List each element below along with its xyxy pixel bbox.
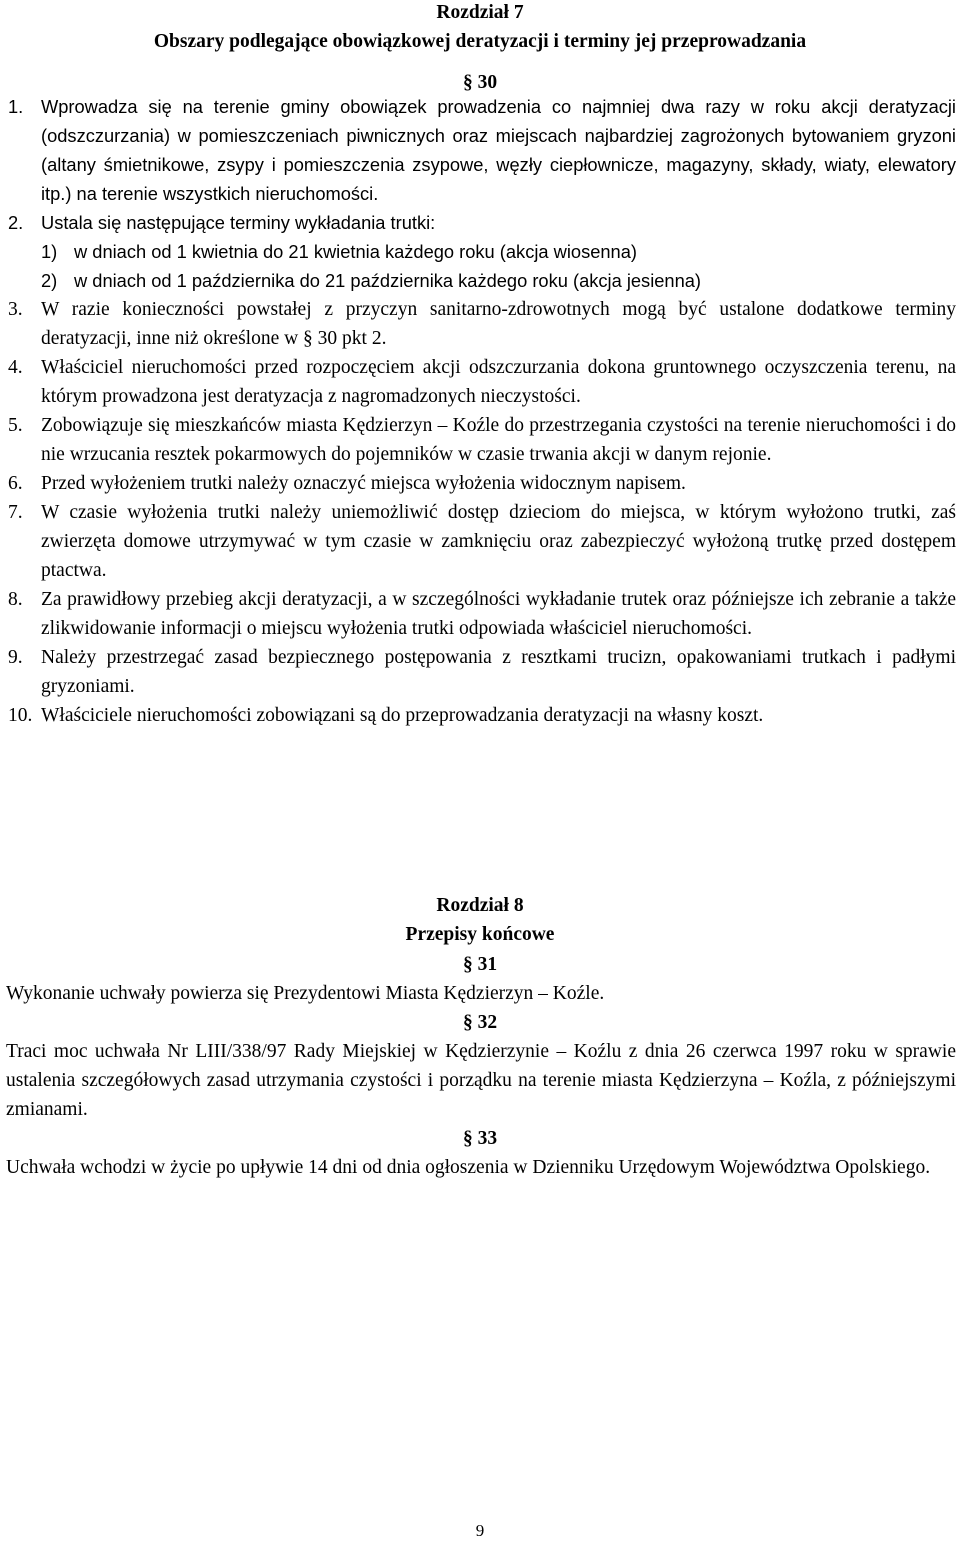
page-number: 9 — [475, 1521, 485, 1540]
list-item-text: Właściciele nieruchomości zobowiązani są do przeprowadzania deratyzacji na własny koszt. — [41, 705, 764, 726]
list-item-text: Właściciel nieruchomości przed rozpoczęciem akcji odszczurzania dokona gruntownego oczyszczenia terenu, na którym prowadzona jest deratyzacja z nagromadzonych nieczystości. — [41, 357, 956, 407]
list-item-number: 8. — [8, 589, 23, 610]
list-item-text: Wprowadza się na terenie gminy obowiązek prowadzenia co najmniej dwa razy w roku akcji deratyzacji (odszczurzania) w pomieszczeniach piwnicznych oraz miejscach najbardziej zagrożonych bytowaniem gryzoni (altany śmietnikowe, zsypy i pomieszczenia zsypowe, węzły ciepłownicze, magazyny, składy, wiaty, elewatory itp.) na terenie wszystkich nieruchomości. — [41, 96, 956, 204]
section-32-text: Traci moc uchwała Nr LIII/338/97 Rady Miejskiej w Kędzierzynie – Koźlu z dnia 26 czerwca 1997 roku w sprawie ustalenia szczegółowych zasad utrzymania czystości i porządku na terenie miasta Kędzierzyna – Koźla, z późniejszymi zmianami. — [6, 1041, 956, 1120]
list-item-2 — [8, 208, 956, 295]
section-30-mark: § 30 — [462, 72, 498, 93]
list-item-number: 6. — [8, 473, 23, 494]
list-item-4 — [8, 353, 956, 411]
chapter-7-number: Rozdział 7 — [436, 2, 524, 23]
list-item-9 — [8, 643, 956, 701]
chapter-8-number: Rozdział 8 — [436, 895, 524, 916]
list-item-number: 1. — [8, 96, 24, 117]
list-item-number: 3. — [8, 299, 23, 320]
section-32-mark: § 32 — [462, 1012, 498, 1033]
list-item-number: 2. — [8, 212, 24, 233]
list-item-8 — [8, 585, 956, 643]
section-31-mark: § 31 — [462, 954, 498, 975]
list-item-number: 10. — [8, 705, 33, 726]
list-item-text: Zobowiązuje się mieszkańców miasta Kędzierzyn – Koźle do przestrzegania czystości na terenie nieruchomości i do nie wrzucania resztek pokarmowych do pojemników w czasie trwania akcji w danym rejonie. — [41, 415, 956, 465]
chapter-7-title: Obszary podlegające obowiązkowej deratyzacji i terminy jej przeprowadzania — [153, 31, 807, 52]
sub-item-2 — [41, 266, 956, 295]
list-item-7 — [8, 498, 956, 585]
list-item-6 — [8, 469, 956, 498]
sub-item-1 — [41, 237, 956, 266]
sub-item-text: w dniach od 1 października do 21 października każdego roku (akcja jesienna) — [74, 270, 702, 291]
list-item-text: Należy przestrzegać zasad bezpiecznego postępowania z resztkami trucizn, opakowaniami trutkach i padłymi gryzoniami. — [41, 647, 956, 697]
list-item-10 — [8, 701, 956, 730]
chapter-8-title: Przepisy końcowe — [405, 924, 555, 945]
section-31-text: Wykonanie uchwały powierza się Prezydentowi Miasta Kędzierzyn – Koźle. — [6, 983, 605, 1004]
list-item-number: 7. — [8, 502, 23, 523]
list-item-text: W czasie wyłożenia trutki należy uniemożliwić dostęp dzieciom do miejsca, w którym wyłożono trutki, zaś zwierzęta domowe utrzymywać w tym czasie w zamknięciu oraz zabezpieczyć wyłożoną trutkę przed dostępem ptactwa. — [41, 502, 956, 581]
list-item-text: Przed wyłożeniem trutki należy oznaczyć miejsca wyłożenia widocznym napisem. — [41, 473, 686, 494]
list-item-number: 9. — [8, 647, 23, 668]
section-33-mark: § 33 — [462, 1128, 498, 1149]
list-item-5 — [8, 411, 956, 469]
list-item-text: Za prawidłowy przebieg akcji deratyzacji, a w szczególności wykładanie trutek oraz późniejsze ich zebranie a także zlikwidowanie informacji o miejscu wyłożenia trutki odpowiada właściciel nieruchomości. — [41, 589, 956, 639]
sub-item-number: 2) — [41, 270, 58, 291]
list-item-number: 4. — [8, 357, 23, 378]
section-33-text: Uchwała wchodzi w życie po upływie 14 dni od dnia ogłoszenia w Dzienniku Urzędowym Województwa Opolskiego. — [6, 1157, 931, 1178]
list-item-number: 5. — [8, 415, 23, 436]
list-item-text: Ustala się następujące terminy wykładania trutki: — [41, 212, 436, 233]
sub-item-number: 1) — [41, 241, 58, 262]
chapter-7-list — [8, 92, 956, 730]
list-item-text: W razie konieczności powstałej z przyczyn sanitarno-zdrowotnych mogą być ustalone dodatkowe terminy deratyzacji, inne niż określone w § 30 pkt 2. — [41, 299, 956, 349]
list-item-1 — [8, 92, 956, 208]
list-item-3 — [8, 295, 956, 353]
sub-item-text: w dniach od 1 kwietnia do 21 kwietnia każdego roku (akcja wiosenna) — [74, 241, 637, 262]
